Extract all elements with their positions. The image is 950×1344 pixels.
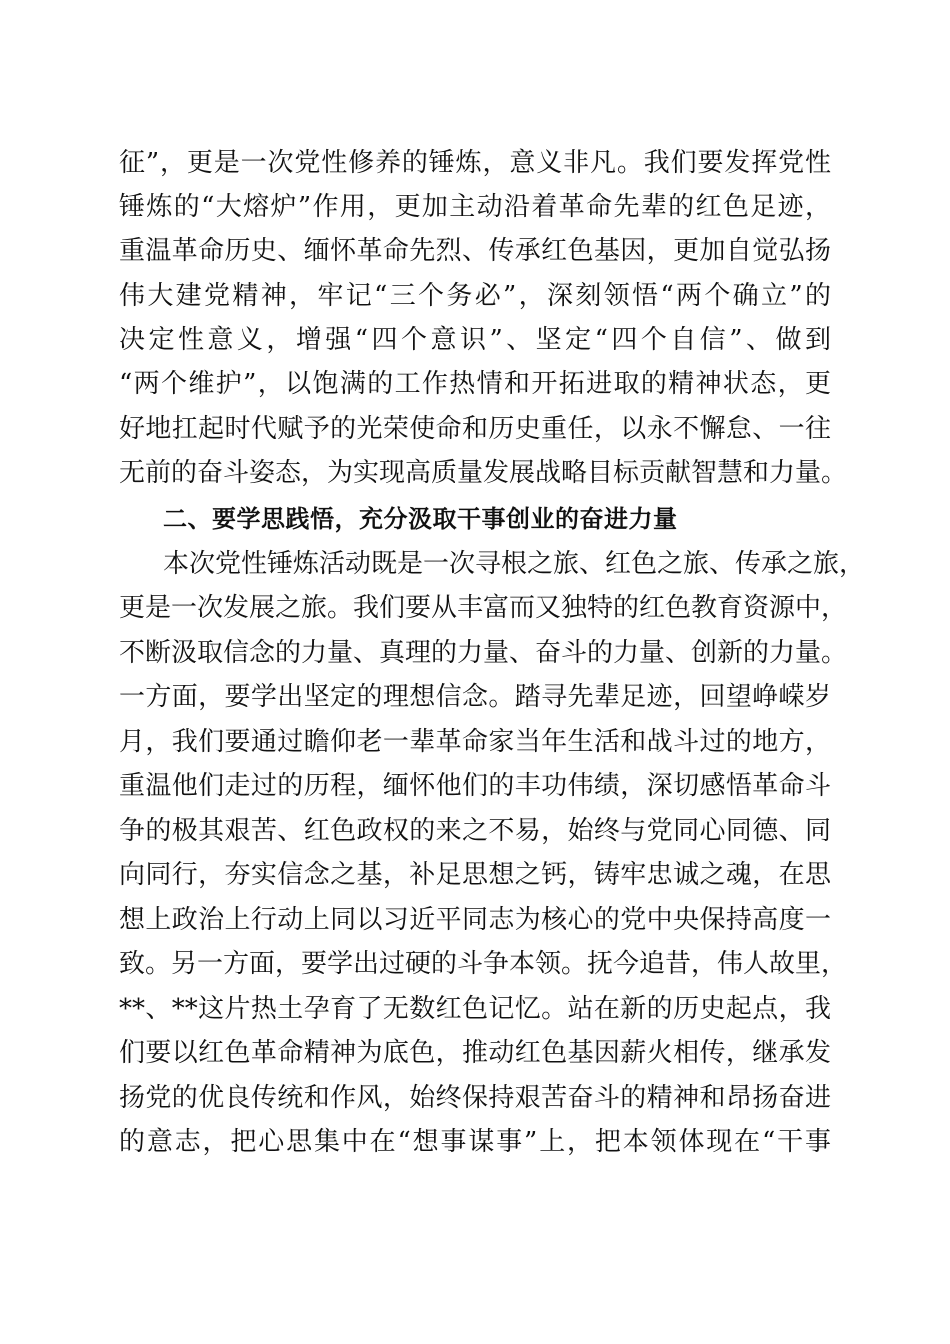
paragraph-line: 的意志，把心思集中在“想事谋事”上，把本领体现在“干事	[119, 1127, 831, 1157]
paragraph-line: 向同行，夯实信念之基，补足思想之钙，铸牢忠诚之魂，在思	[119, 860, 831, 890]
paragraph-line: 更是一次发展之旅。我们要从丰富而又独特的红色教育资源中，	[119, 593, 848, 623]
paragraph-line: 不断汲取信念的力量、真理的力量、奋斗的力量、创新的力量。	[119, 638, 848, 668]
paragraph-line: 们要以红色革命精神为底色，推动红色基因薪火相传，继承发	[119, 1038, 831, 1068]
paragraph-line: “两个维护”，以饱满的工作热情和开拓进取的精神状态，更	[119, 369, 831, 399]
paragraph-line: 想上政治上行动上同以习近平同志为核心的党中央保持高度一	[119, 905, 831, 935]
paragraph-line: 致。另一方面，要学出过硬的斗争本领。抚今追昔，伟人故里，	[119, 949, 848, 979]
paragraph-line: 月，我们要通过瞻仰老一辈革命家当年生活和战斗过的地方，	[119, 727, 831, 757]
paragraph-line: **、**这片热土孕育了无数红色记忆。站在新的历史起点，我	[119, 994, 831, 1024]
paragraph-line: 重温革命历史、缅怀革命先烈、传承红色基因，更加自觉弘扬	[119, 236, 831, 266]
section-heading: 二、要学思践悟，充分汲取干事创业的奋进力量	[163, 505, 678, 533]
paragraph-line: 一方面，要学出坚定的理想信念。踏寻先辈足迹，回望峥嵘岁	[119, 682, 831, 712]
paragraph-line: 重温他们走过的历程，缅怀他们的丰功伟绩，深切感悟革命斗	[119, 771, 831, 801]
paragraph-line: 伟大建党精神，牢记“三个务必”，深刻领悟“两个确立”的	[119, 281, 831, 311]
paragraph-line: 决定性意义，增强“四个意识”、坚定“四个自信”、做到	[119, 325, 831, 355]
paragraph-line: 好地扛起时代赋予的光荣使命和历史重任，以永不懈怠、一往	[119, 414, 831, 444]
paragraph-line: 争的极其艰苦、红色政权的来之不易，始终与党同心同德、同	[119, 816, 831, 846]
paragraph-line: 锤炼的“大熔炉”作用，更加主动沿着革命先辈的红色足迹，	[119, 192, 831, 222]
paragraph-line: 扬党的优良传统和作风，始终保持艰苦奋斗的精神和昂扬奋进	[119, 1083, 831, 1113]
paragraph-line: 无前的奋斗姿态，为实现高质量发展战略目标贡献智慧和力量。	[119, 458, 848, 488]
paragraph-line: 本次党性锤炼活动既是一次寻根之旅、红色之旅、传承之旅，	[163, 549, 866, 579]
paragraph-line: 征”，更是一次党性修养的锤炼，意义非凡。我们要发挥党性	[119, 148, 831, 178]
